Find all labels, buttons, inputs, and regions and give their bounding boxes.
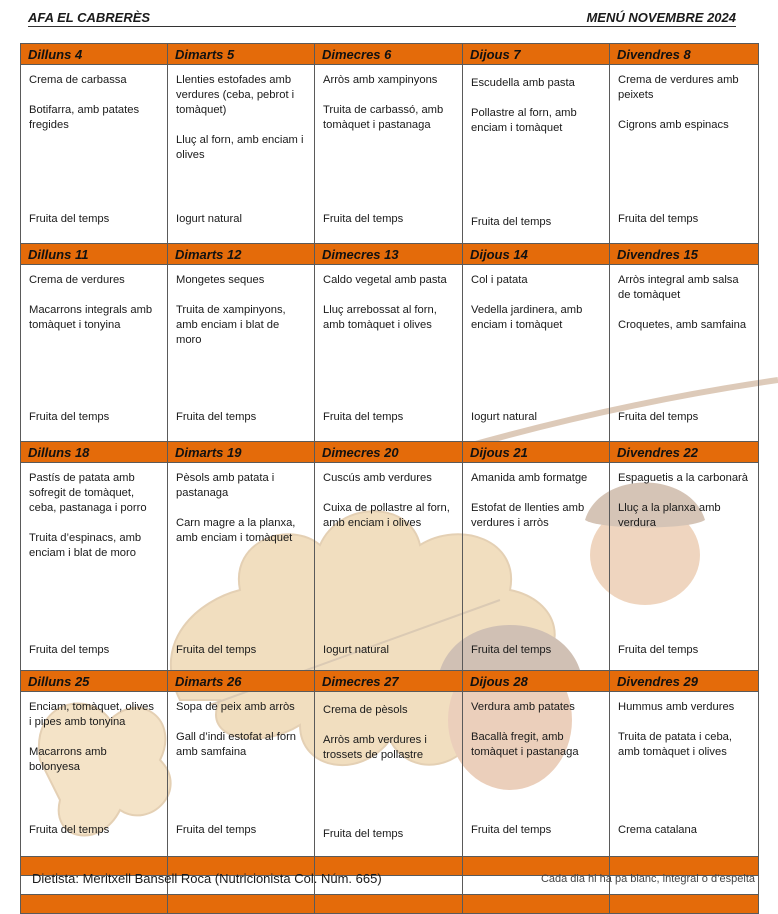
dessert: Fruita del temps <box>323 411 404 423</box>
day-header-row <box>21 244 759 265</box>
first-course: Pèsols amb patata i pastanaga <box>176 472 275 499</box>
day-menu-cell <box>315 65 463 244</box>
dessert: Crema catalana <box>618 824 697 836</box>
first-course: Amanida amb formatge <box>471 472 588 484</box>
dessert: Fruita del temps <box>471 824 552 836</box>
second-course: Estofat de llenties amb verdures i arròs <box>471 502 585 529</box>
second-course: Croquetes, amb samfaina <box>618 319 747 331</box>
first-course: Crema de verdures amb peixets <box>618 74 739 101</box>
dessert: Fruita del temps <box>618 411 699 423</box>
first-course: Llenties estofades amb verdures (ceba, pebrot i tomàquet) <box>176 74 295 116</box>
day-menu-cell <box>168 265 315 442</box>
first-course: Espaguetis a la carbonarà <box>618 472 748 484</box>
dessert: Fruita del temps <box>29 213 110 225</box>
dessert: Fruita del temps <box>471 216 552 228</box>
second-course: Truita d’espinacs, amb enciam i blat de moro <box>29 532 142 559</box>
page-header <box>28 10 736 27</box>
day-label: Dijous 21 <box>463 442 610 463</box>
second-course: Macarrons amb bolonyesa <box>29 746 107 773</box>
day-label: Divendres 29 <box>610 671 759 692</box>
day-header-row <box>21 671 759 692</box>
first-course: Arròs integral amb salsa de tomàquet <box>618 274 739 301</box>
menu-row <box>21 265 759 442</box>
dessert: Fruita del temps <box>618 644 699 656</box>
day-menu-cell <box>463 463 610 671</box>
day-label: Dilluns 18 <box>21 442 168 463</box>
day-menu-cell <box>463 692 610 857</box>
day-menu-cell <box>168 65 315 244</box>
first-course: Mongetes seques <box>176 274 265 286</box>
day-label: Divendres 22 <box>610 442 759 463</box>
first-course: Cuscús amb verdures <box>323 472 432 484</box>
second-course: Lluç arrebossat al forn, amb tomàquet i olives <box>323 304 437 331</box>
day-header-row <box>21 442 759 463</box>
second-course: Carn magre a la planxa, amb enciam i tomàquet <box>176 517 296 544</box>
menu-row <box>21 692 759 857</box>
first-course: Escudella amb pasta <box>471 77 575 89</box>
day-label: Dilluns 4 <box>21 44 168 65</box>
day-label: Dimarts 5 <box>168 44 315 65</box>
second-course: Cigrons amb espinacs <box>618 119 729 131</box>
day-menu-cell <box>168 692 315 857</box>
menu-row <box>21 463 759 671</box>
day-menu-cell <box>21 463 168 671</box>
dessert: Fruita del temps <box>323 828 404 840</box>
second-course: Arròs amb verdures i trossets de pollastre <box>323 734 427 761</box>
second-course: Truita de carbassó, amb tomàquet i pastanaga <box>323 104 444 131</box>
day-label: Dimarts 19 <box>168 442 315 463</box>
second-course: Truita de xampinyons, amb enciam i blat de moro <box>176 304 286 346</box>
dessert: Fruita del temps <box>29 824 110 836</box>
dessert: Fruita del temps <box>618 213 699 225</box>
second-course: Truita de patata i ceba, amb tomàquet i olives <box>618 731 733 758</box>
day-menu-cell <box>610 65 759 244</box>
first-course: Pastís de patata amb sofregit de tomàquet, ceba, pastanaga i porro <box>29 472 147 514</box>
day-menu-cell <box>610 265 759 442</box>
day-menu-cell <box>610 692 759 857</box>
dessert: Fruita del temps <box>29 411 110 423</box>
second-course: Cuixa de pollastre al forn, amb enciam i olives <box>323 502 450 529</box>
dessert: Fruita del temps <box>176 411 257 423</box>
dietitian-credit: Dietista: Meritxell Bansell Roca (Nutricionista Col. Núm. 665) <box>32 871 382 886</box>
first-course: Crema de carbassa <box>29 74 127 86</box>
day-menu-cell <box>168 463 315 671</box>
second-course: Lluç a la planxa amb verdura <box>618 502 721 529</box>
dessert: Iogurt natural <box>471 411 537 423</box>
day-label: Dilluns 25 <box>21 671 168 692</box>
first-course: Crema de pèsols <box>323 704 408 716</box>
day-label: Dijous 14 <box>463 244 610 265</box>
day-label: Dimarts 26 <box>168 671 315 692</box>
day-label: Dimecres 27 <box>315 671 463 692</box>
day-label: Dijous 28 <box>463 671 610 692</box>
second-course: Bacallà fregit, amb tomàquet i pastanaga <box>471 731 579 758</box>
day-menu-cell <box>315 265 463 442</box>
day-menu-cell <box>21 692 168 857</box>
day-label: Dijous 7 <box>463 44 610 65</box>
day-menu-cell <box>21 265 168 442</box>
first-course: Sopa de peix amb arròs <box>176 701 295 713</box>
first-course: Verdura amb patates <box>471 701 575 713</box>
first-course: Arròs amb xampinyons <box>323 74 438 86</box>
day-label: Dimarts 12 <box>168 244 315 265</box>
dessert: Fruita del temps <box>176 824 257 836</box>
day-label: Dimecres 13 <box>315 244 463 265</box>
first-course: Crema de verdures <box>29 274 125 286</box>
dessert: Fruita del temps <box>471 644 552 656</box>
menu-title: MENÚ NOVEMBRE 2024 <box>586 10 736 25</box>
first-course: Caldo vegetal amb pasta <box>323 274 447 286</box>
day-menu-cell <box>315 692 463 857</box>
day-label: Dimecres 20 <box>315 442 463 463</box>
day-menu-cell <box>21 65 168 244</box>
second-course: Botifarra, amb patates fregides <box>29 104 140 131</box>
day-label: Dimecres 6 <box>315 44 463 65</box>
second-course: Gall d’indi estofat al forn amb samfaina <box>176 731 297 758</box>
second-course: Pollastre al forn, amb enciam i tomàquet <box>471 107 577 134</box>
bread-note: Cada dia hi ha pa blanc, integral o d’espelta <box>540 873 755 885</box>
first-course: Enciam, tomàquet, olives i pipes amb tonyina <box>29 701 154 728</box>
association-name: AFA EL CABRERÈS <box>28 10 151 25</box>
day-label: Dilluns 11 <box>21 244 168 265</box>
day-menu-cell <box>463 65 610 244</box>
empty-row <box>21 895 759 914</box>
second-course: Macarrons integrals amb tomàquet i tonyina <box>29 304 153 331</box>
day-label: Divendres 15 <box>610 244 759 265</box>
day-menu-cell <box>315 463 463 671</box>
second-course: Lluç al forn, amb enciam i olives <box>176 134 304 161</box>
day-menu-cell <box>610 463 759 671</box>
menu-row <box>21 65 759 244</box>
day-label: Divendres 8 <box>610 44 759 65</box>
first-course: Col i patata <box>471 274 528 286</box>
second-course: Vedella jardinera, amb enciam i tomàquet <box>471 304 583 331</box>
menu-table <box>20 43 759 914</box>
first-course: Hummus amb verdures <box>618 701 735 713</box>
dessert: Fruita del temps <box>323 213 404 225</box>
dessert: Fruita del temps <box>176 644 257 656</box>
dessert: Fruita del temps <box>29 644 110 656</box>
day-header-row <box>21 44 759 65</box>
dessert: Iogurt natural <box>176 213 242 225</box>
day-menu-cell <box>463 265 610 442</box>
dessert: Iogurt natural <box>323 644 389 656</box>
